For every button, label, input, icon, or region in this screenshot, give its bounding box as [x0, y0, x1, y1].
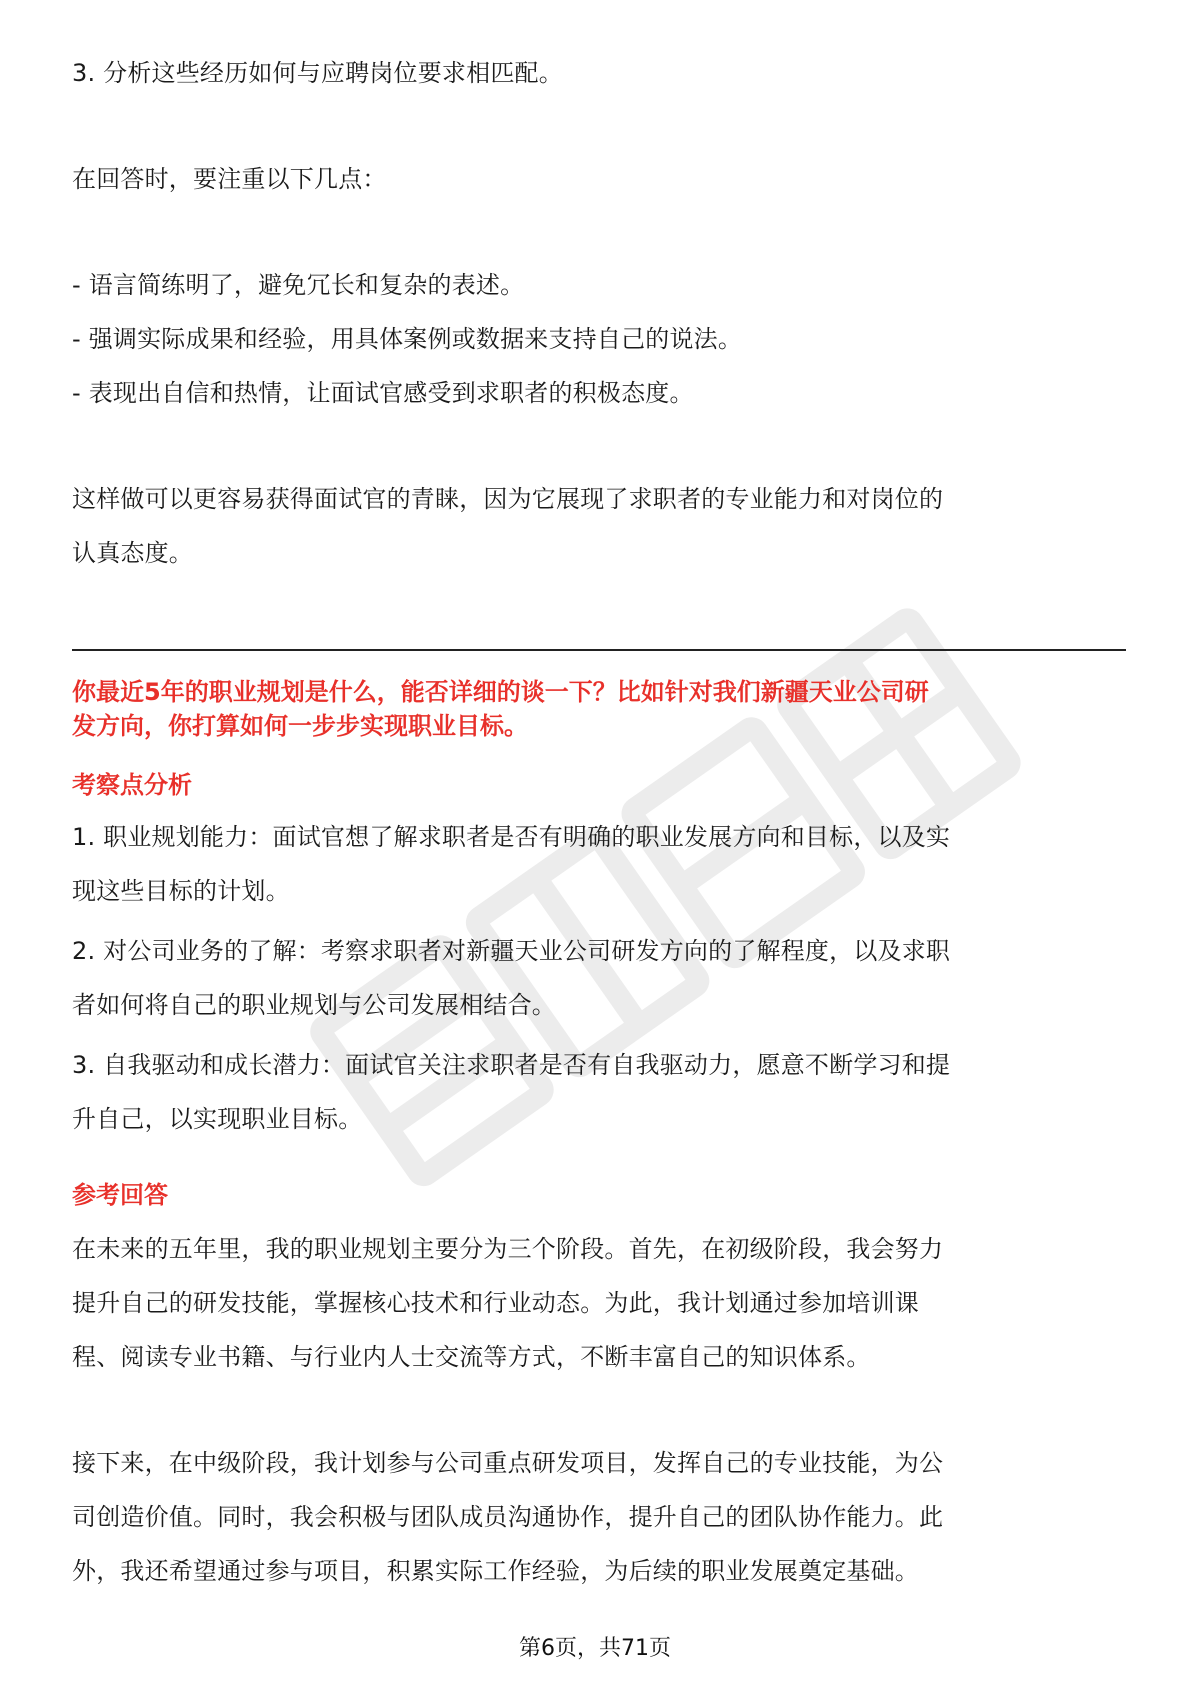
analysis-line: 1. 职业规划能力：面试官想了解求职者是否有明确的职业发展方向和目标，以及实 — [72, 823, 951, 851]
bullet-item: - 表现出自信和热情，让面试官感受到求职者的积极态度。 — [72, 379, 694, 407]
conclusion-line: 认真态度。 — [72, 539, 193, 567]
page-number: 第6页，共71页 — [519, 1636, 671, 1661]
section-divider — [72, 649, 1126, 651]
analysis-heading: 考察点分析 — [72, 771, 192, 799]
answer-heading: 参考回答 — [72, 1181, 168, 1209]
answer-line: 司创造价值。同时，我会积极与团队成员沟通协作，提升自己的团队协作能力。此 — [72, 1503, 944, 1531]
intro-text: 在回答时，要注重以下几点： — [72, 165, 387, 193]
answer-line: 提升自己的研发技能，掌握核心技术和行业动态。为此，我计划通过参加培训课 — [72, 1289, 919, 1317]
bullet-item: - 强调实际成果和经验，用具体案例或数据来支持自己的说法。 — [72, 325, 743, 353]
analysis-line: 者如何将自己的职业规划与公司发展相结合。 — [72, 991, 556, 1019]
bullet-item: - 语言简练明了，避免冗长和复杂的表述。 — [72, 271, 525, 299]
analysis-line: 3. 自我驱动和成长潜力：面试官关注求职者是否有自我驱动力，愿意不断学习和提 — [72, 1051, 951, 1079]
analysis-line: 现这些目标的计划。 — [72, 877, 290, 905]
step-3-text: 3. 分析这些经历如何与应聘岗位要求相匹配。 — [72, 59, 563, 87]
answer-line: 接下来，在中级阶段，我计划参与公司重点研发项目，发挥自己的专业技能，为公 — [72, 1449, 944, 1477]
question-line: 你最近5年的职业规划是什么，能否详细的谈一下？比如针对我们新疆天业公司研 — [72, 678, 929, 706]
analysis-line: 升自己，以实现职业目标。 — [72, 1105, 363, 1133]
analysis-line: 2. 对公司业务的了解：考察求职者对新疆天业公司研发方向的了解程度，以及求职 — [72, 937, 951, 965]
answer-line: 程、阅读专业书籍、与行业内人士交流等方式，不断丰富自己的知识体系。 — [72, 1343, 871, 1371]
conclusion-line: 这样做可以更容易获得面试官的青睐，因为它展现了求职者的专业能力和对岗位的 — [72, 485, 944, 513]
answer-line: 外，我还希望通过参与项目，积累实际工作经验，为后续的职业发展奠定基础。 — [72, 1557, 919, 1585]
answer-line: 在未来的五年里，我的职业规划主要分为三个阶段。首先，在初级阶段，我会努力 — [72, 1235, 944, 1263]
question-line: 发方向，你打算如何一步步实现职业目标。 — [72, 712, 528, 740]
